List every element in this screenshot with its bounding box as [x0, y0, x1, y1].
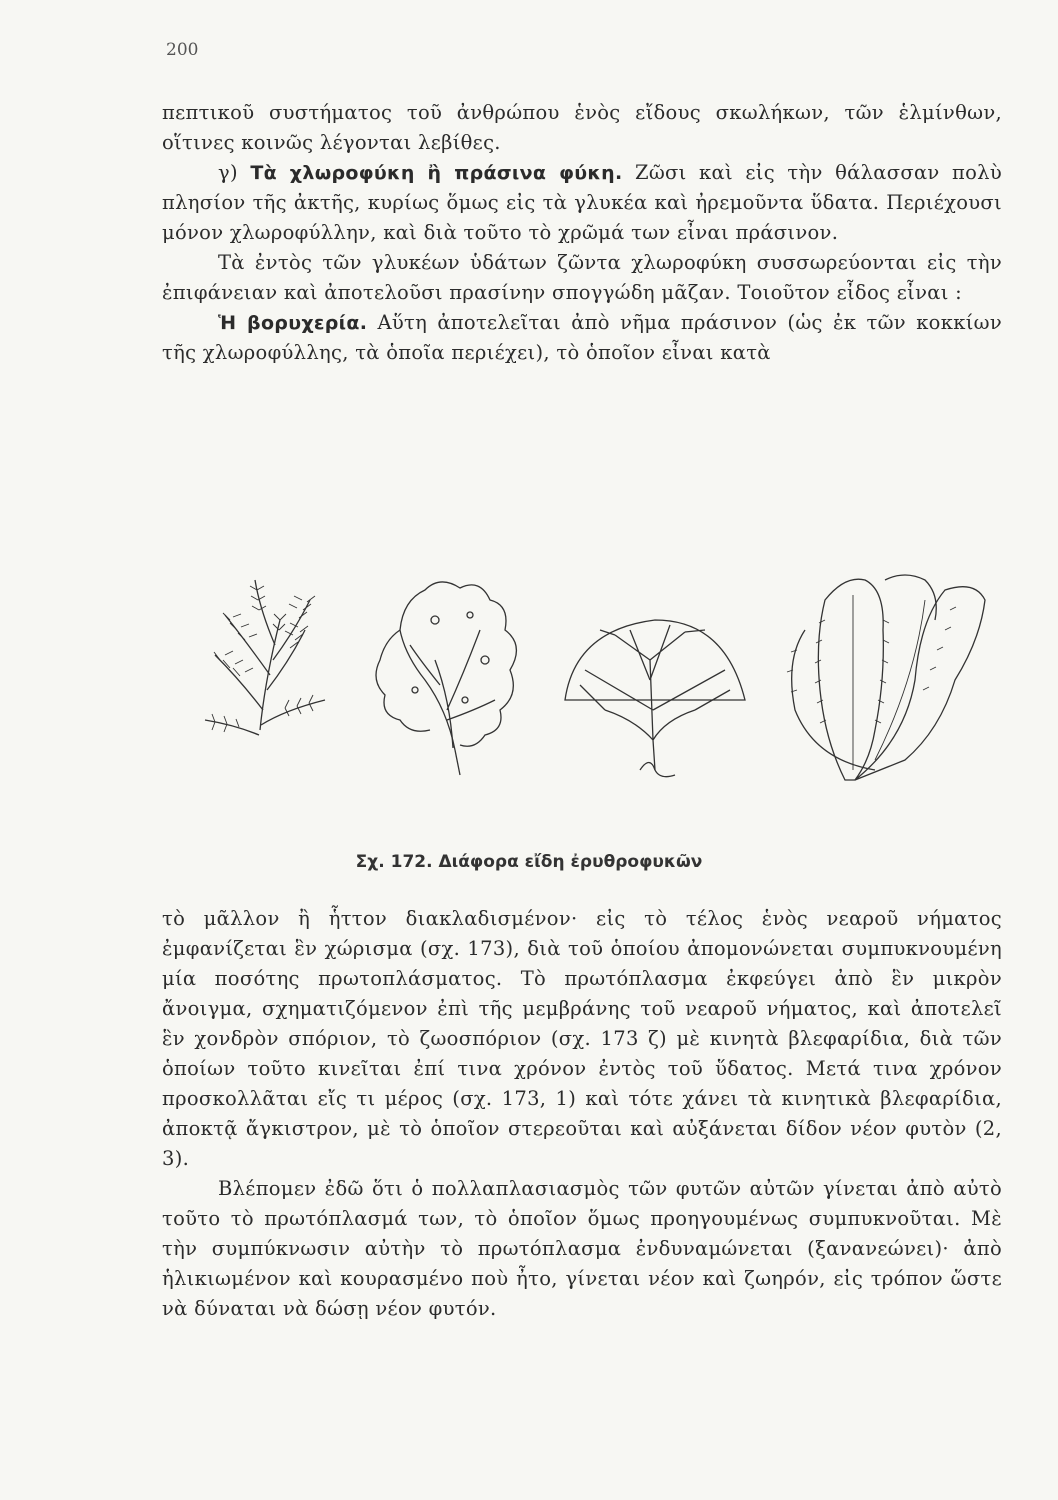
section-prefix: γ) [218, 161, 251, 184]
section-heading: Τὰ χλωροφύκη ἢ πράσινα φύκη. [250, 162, 623, 184]
top-text [162, 98, 1002, 368]
paragraph-5: τὸ μᾶλλον ἢ ἧττον διακλαδισμένον· εἰς τὸ τέλος ἑνὸς νεαροῦ νήματος ἐμφανίζεται ἓν χώρισμα (σχ. 173), διὰ τοῦ ὁποίου ἀπομονώνεται συμπυκνουμένη μία ποσότης πρωτοπλάσματος. Τὸ πρωτόπλασμα ἐκφεύγει ἀπὸ ἓν μικρὸν ἄνοιγμα, σχηματιζόμενον ἐπὶ τῆς μεμβράνης τοῦ νεαροῦ νήματος, καὶ ἀποτελεῖ ἓν χονδρὸν σπόριον, τὸ ζωοσπόριον (σχ. 173 ζ) μὲ κινητὰ βλεφαρίδια, διὰ τῶν ὁποίων τοῦτο κινεῖται ἐπί τινα χρόνον ἐντὸς τοῦ ὕδατος. Μετά τινα χρόνον προσκολλᾶται εἴς τι μέρος (σχ. 173, 1) καὶ τότε χάνει τὰ κινητικὰ βλεφαρίδια, ἀποκτᾷ ἄγκιστρον, μὲ τὸ ὁποῖον στερεοῦται καὶ αὐξάνεται δίδον νέον φυτὸν (2, 3). [162, 907, 1002, 1170]
paragraph-2 [162, 158, 1002, 248]
paragraph-4 [162, 308, 1002, 368]
lobed-alga-drawing [376, 582, 516, 775]
algae-illustration [185, 560, 1005, 795]
figure-caption: Σχ. 172. Διάφορα εἴδη ἐρυθροφυκῶν [355, 852, 703, 872]
paragraph-1: πεπτικοῦ συστήματος τοῦ ἀνθρώπου ἑνὸς εἴδους σκωλήκων, τῶν ἑλμίνθων, οἵτινες κοινῶς λέγονται λεβίθες. [162, 101, 1002, 154]
paragraph-6: Βλέπομεν ἐδῶ ὅτι ὁ πολλαπλασιασμὸς τῶν φυτῶν αὐτῶν γίνεται ἀπὸ αὐτὸ τοῦτο τὸ πρωτόπλασμά των, τὸ ὁποῖον ὅμως προηγουμένως συμπυκνοῦται. Μὲ τὴν συμπύκνωσιν αὐτὴν τὸ πρωτόπλασμα ἐνδυναμώνεται (ξανανεώνει)· ἀπὸ ἡλικιωμένον καὶ κουρασμένο ποὺ ἦτο, γίνεται νέον καὶ ζωηρόν, εἰς τρόπον ὥστε νὰ δύναται νὰ δώσῃ νέον φυτόν. [162, 1177, 1002, 1320]
algae-figure [185, 560, 1005, 795]
fan-alga-drawing [565, 620, 745, 777]
species-heading: Ἡ βορυχερία. [218, 312, 368, 334]
paragraph-2-text: Ζῶσι καὶ εἰς τὴν θάλασσαν πολὺ πλησίον τῆς ἀκτῆς, κυρίως ὅμως εἰς τὰ γλυκέα καὶ ἠρεμοῦντα ὕδατα. Περιέχουσι μόνον χλωροφύλλην, καὶ διὰ τοῦτο τὸ χρῶμά των εἶναι πράσινον. [162, 161, 1002, 244]
bottom-text [162, 904, 1002, 1324]
page-number: 200 [166, 40, 199, 60]
paragraph-4-text: Αὕτη ἀποτελεῖται ἀπὸ νῆμα πράσινον (ὡς ἐκ τῶν κοκκίων τῆς χλωροφύλλης, τὰ ὁποῖα περιέχει), τὸ ὁποῖον εἶναι κατὰ [162, 311, 1002, 364]
feathery-alga-drawing [205, 580, 325, 735]
ribbon-alga-drawing [787, 575, 985, 780]
paragraph-3: Τὰ ἐντὸς τῶν γλυκέων ὑδάτων ζῶντα χλωροφύκη συσσωρεύονται εἰς τὴν ἐπιφάνειαν καὶ ἀποτελοῦσι πρασίνην σπογγώδη μᾶζαν. Τοιοῦτον εἶδος εἶναι : [162, 251, 1002, 304]
